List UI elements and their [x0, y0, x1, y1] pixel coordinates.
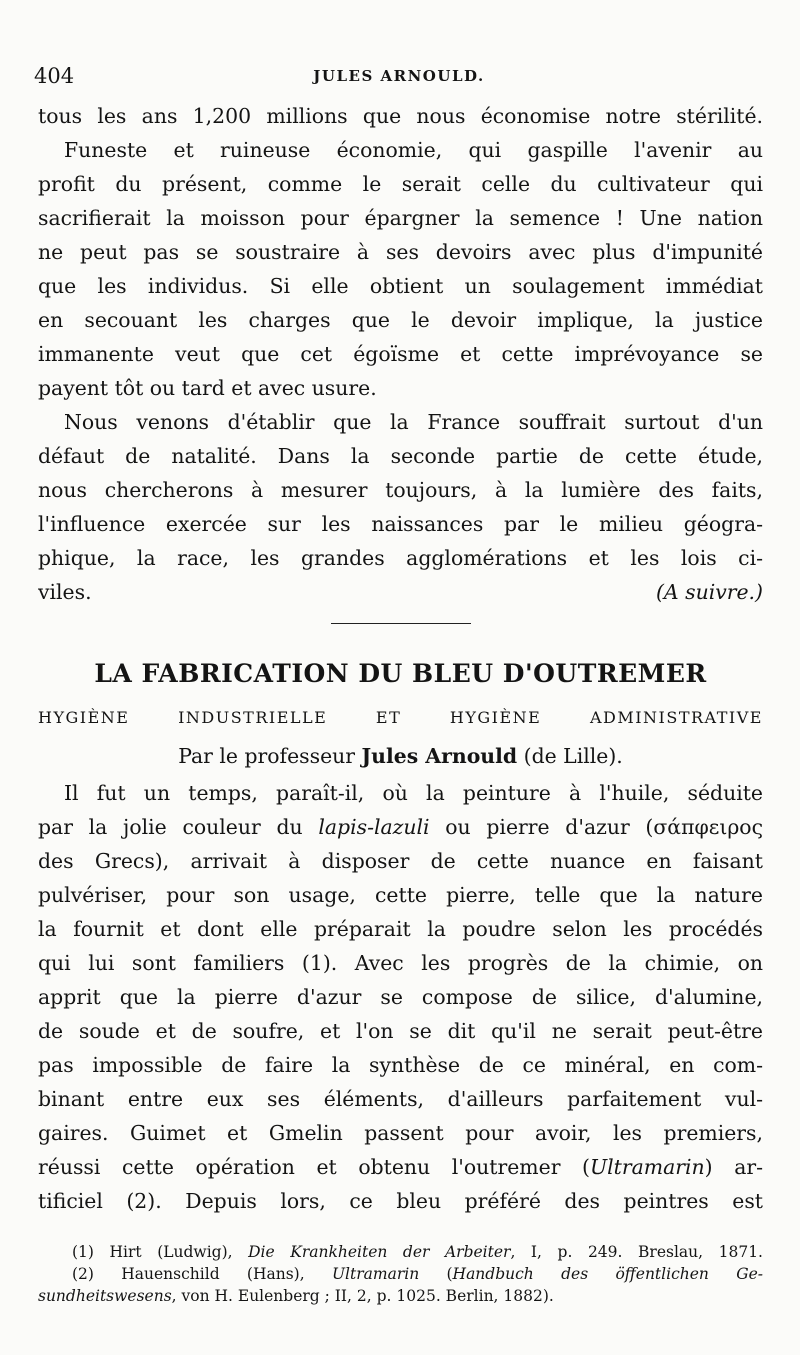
text-line — [38, 946, 763, 980]
text-line: immanente veut que cet égoïsme et cette imprévoyance se — [38, 342, 763, 366]
footnote-2 — [38, 1263, 763, 1285]
text-line — [38, 776, 763, 810]
line-text: ou pierre d'azur (σάπφειρος — [429, 815, 763, 839]
text-line: ne peut pas se soustraire à ses devoirs avec plus d'impunité — [38, 240, 763, 264]
text-line — [38, 844, 763, 878]
paragraph-3 — [38, 405, 763, 609]
text-line: profit du présent, comme le serait celle du cultivateur qui — [38, 172, 763, 196]
text-line: nous chercherons à mesurer toujours, à la lumière des faits, — [38, 478, 763, 502]
text-line — [38, 1048, 763, 1082]
author-name: Jules Arnould — [361, 744, 518, 768]
subtitle-word: ADMINISTRATIVE — [589, 708, 763, 727]
text-line — [38, 1014, 763, 1048]
text-line: sacrifierait la moisson pour épargner la semence ! Une nation — [38, 206, 763, 230]
article-author — [38, 736, 763, 776]
text-line — [38, 575, 763, 609]
paragraph-end-text: viles. — [38, 580, 92, 604]
footnotes — [38, 1241, 763, 1307]
article-subtitle — [38, 700, 763, 736]
footnote-text: , von H. Eulenberg ; II, 2, p. 1025. Berlin, 1882). — [171, 1287, 554, 1305]
section-divider — [331, 623, 471, 624]
paragraph-1 — [38, 99, 763, 133]
text-line — [38, 1150, 763, 1184]
footnote-title: Ultramarin — [331, 1265, 420, 1283]
footnote-text: (1) Hirt (Ludwig), — [72, 1243, 249, 1261]
footnote-1 — [38, 1241, 763, 1263]
text-line — [38, 810, 763, 844]
text-line: phique, la race, les grandes agglomérations et les lois ci- — [38, 546, 763, 570]
line-text: par la jolie couleur du — [38, 815, 319, 839]
subtitle-word: INDUSTRIELLE — [178, 708, 328, 727]
footnote-title: Handbuch des öffentlichen Ge- — [452, 1265, 763, 1283]
footnote-text: , I, p. 249. Breslau, 1871. — [510, 1243, 763, 1261]
running-head: JULES ARNOULD. — [313, 67, 485, 85]
page-header — [34, 64, 764, 88]
line-text: qui lui sont familiers (1). Avec les progrès de la chimie, on — [38, 951, 763, 975]
text-line: tous les ans 1,200 millions que nous économise notre stérilité. — [38, 104, 763, 128]
text-line — [38, 980, 763, 1014]
line-text: des Grecs), arrivait à disposer de cette nuance en faisant — [38, 849, 763, 873]
text-line — [38, 1082, 763, 1116]
paragraph-2 — [38, 133, 763, 405]
page-number: 404 — [34, 64, 75, 88]
line-text: gaires. Guimet et Gmelin passent pour avoir, les premiers, — [38, 1121, 763, 1145]
text-line — [38, 1116, 763, 1150]
footnote-title: Die Krankheiten der Arbeiter — [248, 1243, 511, 1261]
text-line: défaut de natalité. Dans la seconde partie de cette étude, — [38, 444, 763, 468]
text-line: que les individus. Si elle obtient un soulagement immédiat — [38, 274, 763, 298]
subtitle-word: HYGIÈNE — [449, 708, 542, 727]
text-line — [38, 912, 763, 946]
text-line: payent tôt ou tard et avec usure. — [38, 376, 377, 400]
italic-term: Ultramarin — [589, 1155, 705, 1179]
paragraph-4 — [38, 776, 763, 1218]
text-line: en secouant les charges que le devoir implique, la justice — [38, 308, 763, 332]
line-text: tificiel (2). Depuis lors, ce bleu préféré des peintres est — [38, 1189, 763, 1213]
line-text: de soude et de soufre, et l'on se dit qu'il ne serait peut-être — [38, 1019, 763, 1043]
footnote-2-continued — [38, 1285, 763, 1307]
page-body — [38, 99, 763, 1218]
line-text: réussi cette opération et obtenu l'outremer ( — [38, 1155, 590, 1179]
subtitle-word: ET — [375, 708, 402, 727]
text-line: Nous venons d'établir que la France souffrait surtout d'un — [64, 410, 763, 434]
italic-term: lapis-lazuli — [318, 815, 430, 839]
footnote-title: sundheitswesens — [38, 1287, 172, 1305]
line-text: la fournit et dont elle préparait la poudre selon les procédés — [38, 917, 763, 941]
text-line — [38, 1184, 763, 1218]
article-title: LA FABRICATION DU BLEU D'OUTREMER — [94, 659, 707, 688]
text-line: l'influence exercée sur les naissances par le milieu géogra- — [38, 512, 763, 536]
line-text: binant entre eux ses éléments, d'ailleurs parfaitement vul- — [38, 1087, 763, 1111]
to-be-continued: (A suivre.) — [655, 580, 763, 604]
text-line — [38, 878, 763, 912]
line-text: ) ar- — [704, 1155, 763, 1179]
text-line: Funeste et ruineuse économie, qui gaspille l'avenir au — [64, 138, 763, 162]
line-text: pulvériser, pour son usage, cette pierre, telle que la nature — [38, 883, 763, 907]
footnote-text: (2) Hauenschild (Hans), — [72, 1265, 332, 1283]
author-prefix: Par le professeur — [178, 744, 356, 768]
line-text: pas impossible de faire la synthèse de ce minéral, en com- — [38, 1053, 763, 1077]
line-text: Il fut un temps, paraît-il, où la peinture à l'huile, séduite — [64, 781, 763, 805]
footnote-text: ( — [419, 1265, 453, 1283]
subtitle-word: HYGIÈNE — [38, 708, 130, 727]
line-text: apprit que la pierre d'azur se compose de silice, d'alumine, — [38, 985, 763, 1009]
author-suffix: (de Lille). — [523, 744, 623, 768]
